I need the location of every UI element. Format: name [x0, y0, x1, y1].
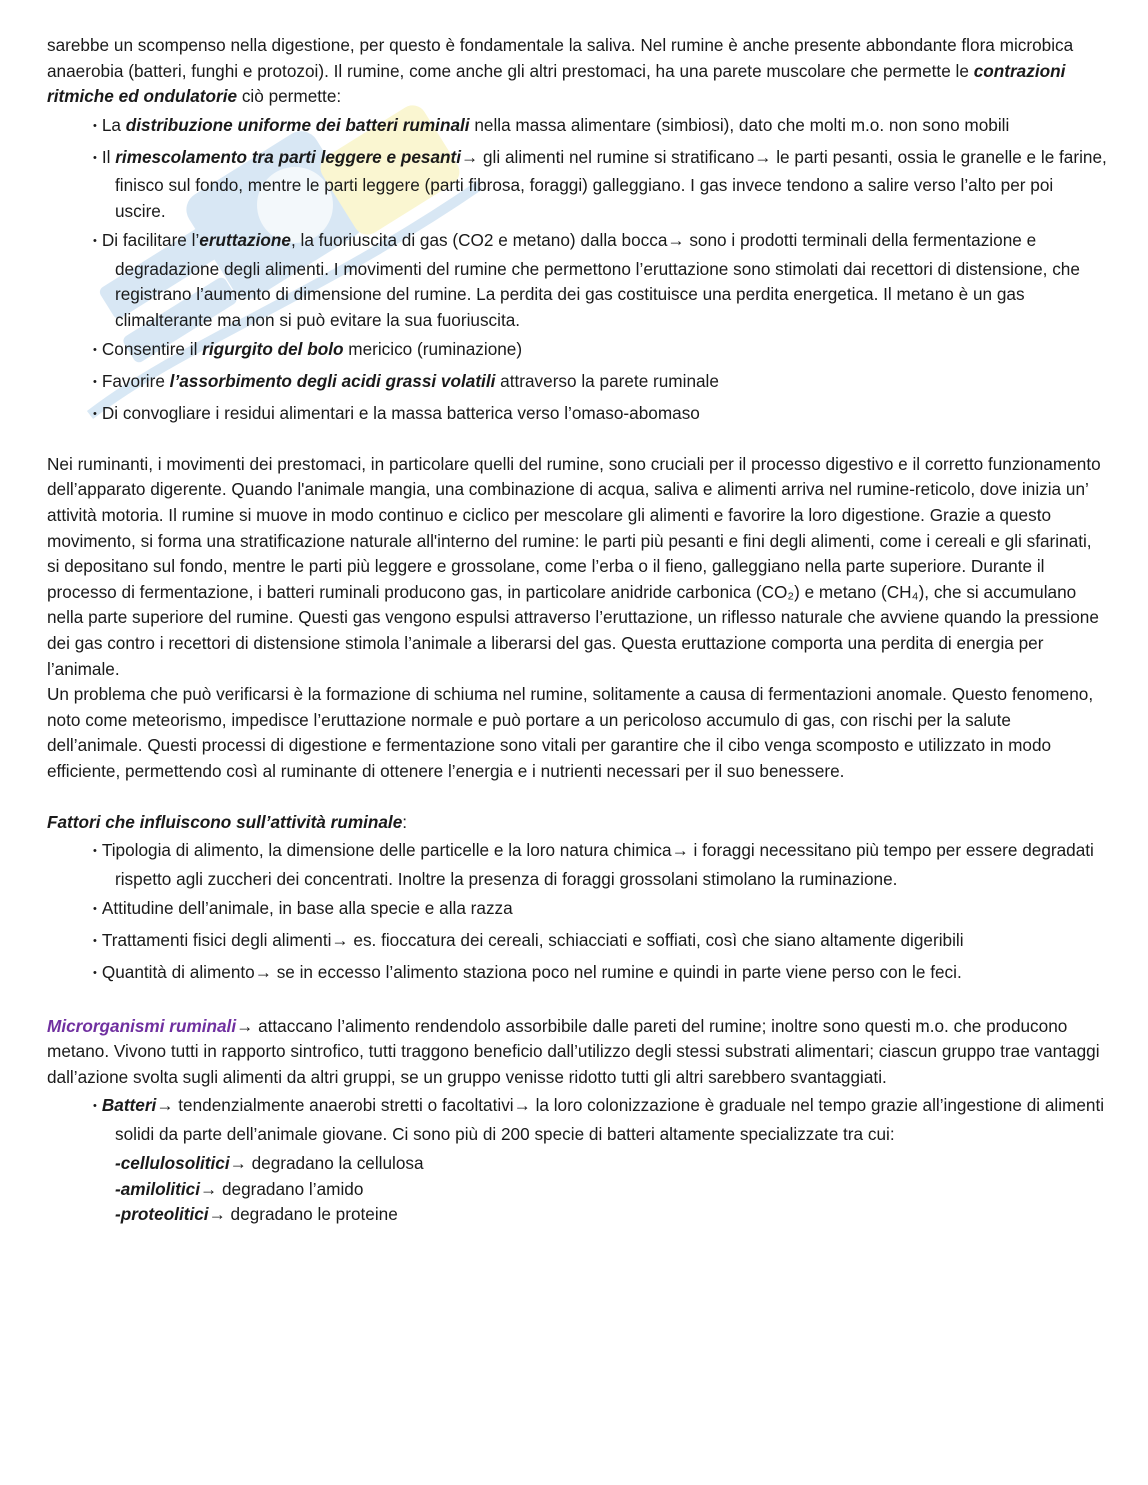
microorganisms-heading: Microrganismi ruminali	[47, 1015, 237, 1036]
body-paragraph-1: Nei ruminanti, i movimenti dei prestomaci, in particolare quelli del rumine, sono cruciali per il processo digestivo e il corretto funzionamento dell’apparato digerente. Quando l'animale mangia, una combinazione di acqua, saliva e alimenti arriva nel rumine-reticolo, dove inizia un’ attività motoria. Il rumine si muove in modo continuo e ciclico per mescolare gli alimenti e favorire la loro digestione. Grazie a questo movimento, si forma una stratificazione naturale all'interno del rumine: le parti più pesanti e fini degli alimenti, come i cereali e gli sfarinati, si depositano sul fondo, mentre le parti più leggere e grossolane, come l’erba o il fieno, galleggiano nella parte superiore. Durante il processo di fermentazione, i batteri ruminali producono gas, in particolare anidride carbonica (CO₂) e metano (CH₄), che si accumulano nella parte superiore del rumine. Questi gas vengono espulsi attraverso l’eruttazione, un riflesso naturale che avviene quando la pressione dei gas contro i recettori di distensione stimola l’animale a liberarsi del gas. Questa eruttazione comporta una perdita di energia per l’animale.	[47, 453, 1101, 679]
bacteria-type: -proteolitici→ degradano le proteine	[115, 1204, 398, 1225]
list-item: • Quantità di alimento→ se in eccesso l’alimento staziona poco nel rumine e quindi in parte viene perso con le feci.	[47, 960, 1107, 989]
body-paragraph-2: Un problema che può verificarsi è la formazione di schiuma nel rumine, solitamente a causa di fermentazioni anomale. Questo fenomeno, noto come meteorismo, impedisce l’eruttazione normale e può portare a un pericoloso accumulo di gas, con rischi per la salute dell’animale. Questi processi di digestione e fermentazione sono vitali per garantire che il cibo venga scomposto e utilizzato in modo efficiente, permettendo così al ruminante di ottenere l’energia e i nutrienti necessari per il suo benessere.	[47, 684, 1094, 781]
functions-list	[47, 113, 1107, 430]
list-item: • Batteri→ tendenzialmente anaerobi stretti o facoltativi→ la loro colonizzazione è graduale nel tempo grazie all’ingestione di alimenti solidi da parte dell’animale giovane. Ci sono più di 200 specie di batteri altamente specializzate tra cui:	[47, 1093, 1107, 1147]
list-item: • Di convogliare i residui alimentari e la massa batterica verso l’omaso-abomaso	[47, 401, 1107, 430]
microorganisms-paragraph: Microrganismi ruminali→ attaccano l’alimento rendendolo assorbibile dalle pareti del rumine; inoltre sono questi m.o. che producono metano. Vivono tutti in rapporto sintrofico, tutti traggono beneficio dall’utilizzo degli stessi substrati alimentari; ciascun gruppo trae vantaggi dall’azione svolta sugli alimenti da altri gruppi, se un gruppo venisse ridotto tutti gli altri sarebbero svantaggiati.	[47, 1015, 1100, 1087]
list-item: • Favorire l’assorbimento degli acidi grassi volatili attraverso la parete ruminale	[47, 369, 1107, 398]
list-item: • Trattamenti fisici degli alimenti→ es. fioccatura dei cereali, schiacciati e soffiati, così che siano altamente digeribili	[47, 928, 1107, 957]
list-item: • Il rimescolamento tra parti leggere e pesanti→ gli alimenti nel rumine si stratificano→ le parti pesanti, ossia le granelle e le farine, finisco sul fondo, mentre le parti leggere (parti fibrosa, foraggi) galleggiano. I gas invece tendono a salire verso l’alto per poi uscire.	[47, 145, 1107, 225]
intro-paragraph: sarebbe un scompenso nella digestione, per questo è fondamentale la saliva. Nel rumine è anche presente abbondante flora microbica anaerobia (batteri, funghi e protozoi). Il rumine, come anche gli altri prestomaci, ha una parete muscolare che permette le contrazioni ritmiche ed ondulatorie ciò permette:	[47, 35, 1074, 107]
bacteria-type: -cellulosolitici→ degradano la cellulosa	[115, 1153, 424, 1174]
list-item: • Consentire il rigurgito del bolo mericico (ruminazione)	[47, 337, 1107, 366]
intro-bold: contrazioni ritmiche ed ondulatorie	[47, 60, 1066, 107]
list-item: • Attitudine dell’animale, in base alla specie e alla razza	[47, 896, 1107, 925]
list-item: • Tipologia di alimento, la dimensione delle particelle e la loro natura chimica→ i foraggi necessitano più tempo per essere degradati rispetto agli zuccheri dei concentrati. Inoltre la presenza di foraggi grossolani stimolano la ruminazione.	[47, 838, 1107, 892]
factors-heading: Fattori che influiscono sull’attività ruminale:	[47, 811, 408, 832]
bacteria-type: -amilolitici→ degradano l’amido	[115, 1178, 364, 1199]
list-item: • La distribuzione uniforme dei batteri ruminali nella massa alimentare (simbiosi), dato che molti m.o. non sono mobili	[47, 113, 1107, 142]
bacteria-list	[47, 1093, 1107, 1147]
factors-list	[47, 838, 1107, 988]
list-item: • Di facilitare l’eruttazione, la fuoriuscita di gas (CO2 e metano) dalla bocca→ sono i prodotti terminali della fermentazione e degradazione degli alimenti. I movimenti del rumine che permettono l’eruttazione sono stimolati dai recettori di distensione, che registrano l’aumento di dimensione del rumine. La perdita dei gas costituisce una perdita energetica. Il metano è un gas climalterante ma non si può evitare la sua fuoriuscita.	[47, 228, 1107, 333]
